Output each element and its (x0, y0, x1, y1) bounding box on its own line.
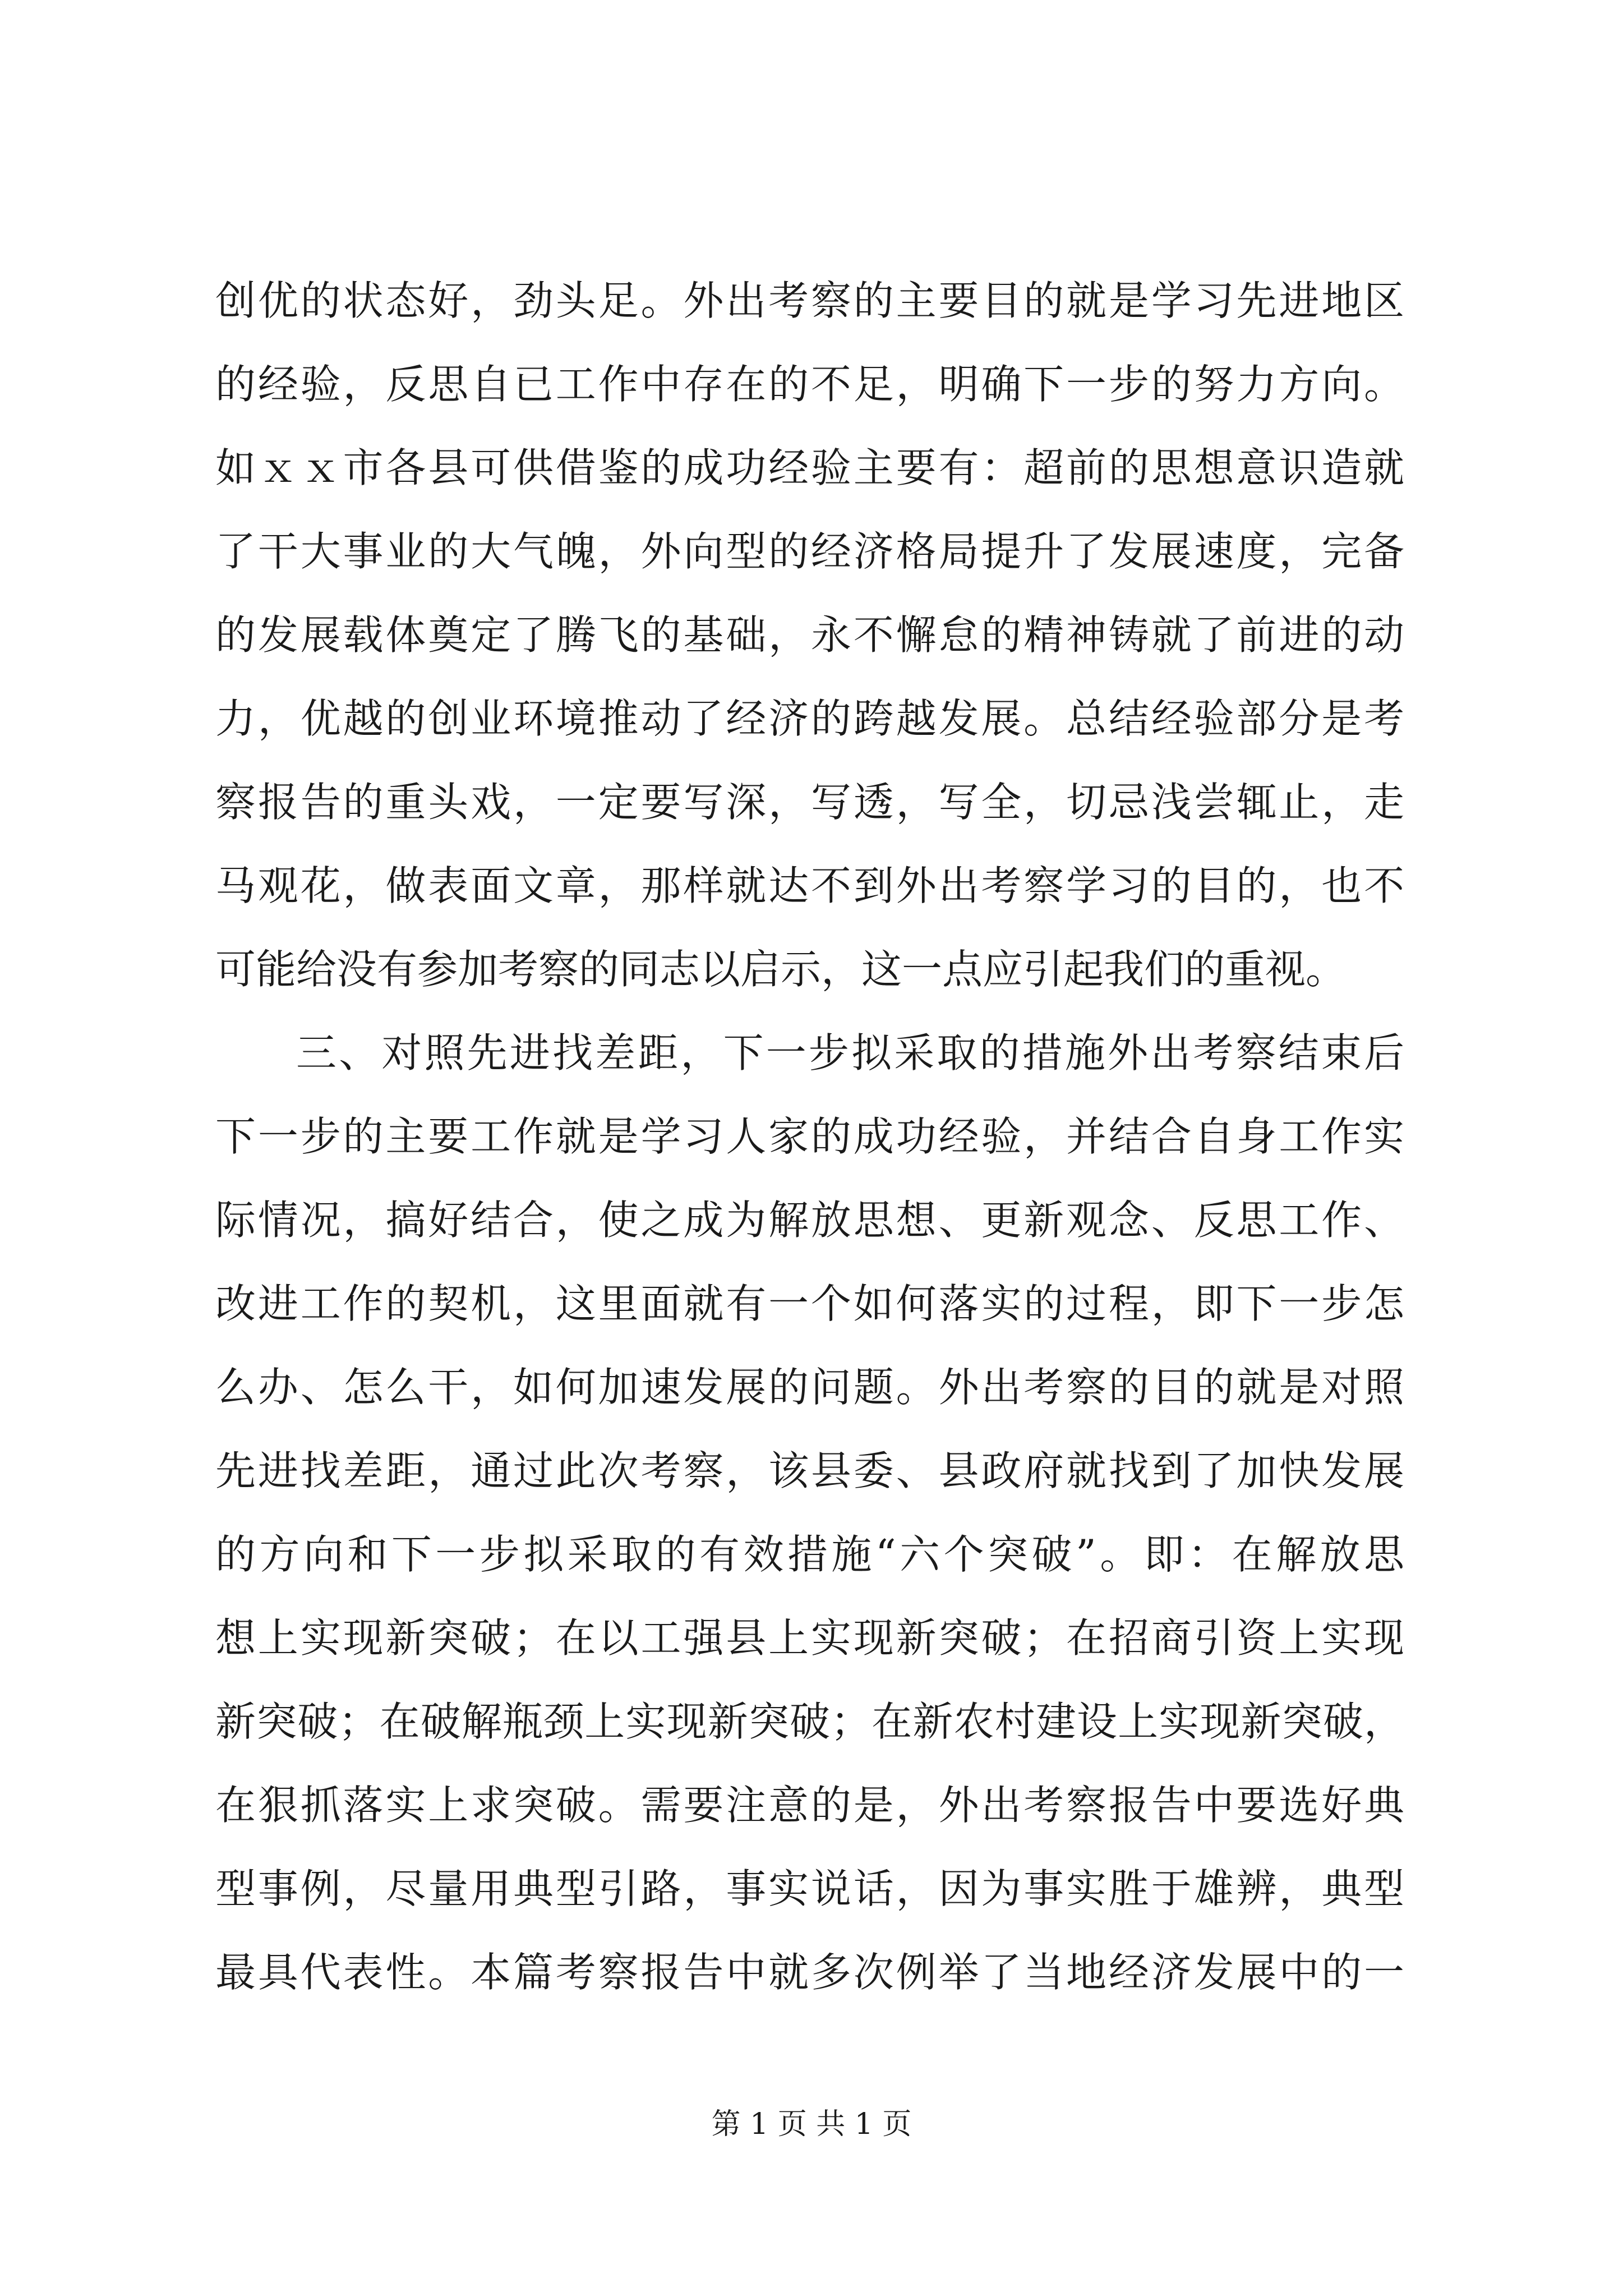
text-line: 创优的状态好，劲头足。外出考察的主要目的就是学习先进地区 (215, 277, 1404, 324)
text-line: 如ｘｘ市各县可供借鉴的成功经验主要有：超前的思想意识造就 (215, 444, 1404, 491)
text-line: 先进找差距，通过此次考察，该县委、县政府就找到了加快发展 (215, 1447, 1404, 1494)
text-line: 改进工作的契机，这里面就有一个如何落实的过程，即下一步怎 (215, 1280, 1404, 1327)
text-line: 际情况，搞好结合，使之成为解放思想、更新观念、反思工作、 (215, 1197, 1404, 1244)
body-text (215, 259, 1404, 2014)
text-line: 了干大事业的大气魄，外向型的经济格局提升了发展速度，完备 (215, 528, 1404, 575)
page-footer: 第 1 页 共 1 页 (711, 2108, 912, 2141)
text-line: 型事例，尽量用典型引路，事实说话，因为事实胜于雄辨，典型 (215, 1865, 1404, 1912)
text-line: 可能给没有参加考察的同志以启示，这一点应引起我们的重视。 (215, 946, 1347, 993)
text-line: 力，优越的创业环境推动了经济的跨越发展。总结经验部分是考 (215, 695, 1404, 742)
text-line: 么办、怎么干，如何加速发展的问题。外出考察的目的就是对照 (215, 1364, 1404, 1411)
text-line: 在狠抓落实上求突破。需要注意的是，外出考察报告中要选好典 (215, 1782, 1404, 1829)
text-line: 的方向和下一步拟采取的有效措施“六个突破”。即：在解放思 (215, 1531, 1404, 1578)
text-line: 的经验，反思自已工作中存在的不足，明确下一步的努力方向。 (215, 361, 1404, 408)
text-line: 马观花，做表面文章，那样就达不到外出考察学习的目的，也不 (215, 862, 1404, 909)
paragraph-first-line: 三、对照先进找差距，下一步拟采取的措施外出考察结束后 (296, 1029, 1404, 1076)
text-line: 最具代表性。本篇考察报告中就多次例举了当地经济发展中的一 (215, 1949, 1404, 1996)
text-line: 新突破；在破解瓶颈上实现新突破；在新农村建设上实现新突破， (215, 1698, 1404, 1745)
text-line: 的发展载体奠定了腾飞的基础，永不懈怠的精神铸就了前进的动 (215, 611, 1404, 659)
text-line: 下一步的主要工作就是学习人家的成功经验，并结合自身工作实 (215, 1113, 1404, 1160)
text-line: 察报告的重头戏，一定要写深，写透，写全，切忌浅尝辄止，走 (215, 779, 1404, 826)
text-line: 想上实现新突破；在以工强县上实现新突破；在招商引资上实现 (215, 1614, 1404, 1662)
